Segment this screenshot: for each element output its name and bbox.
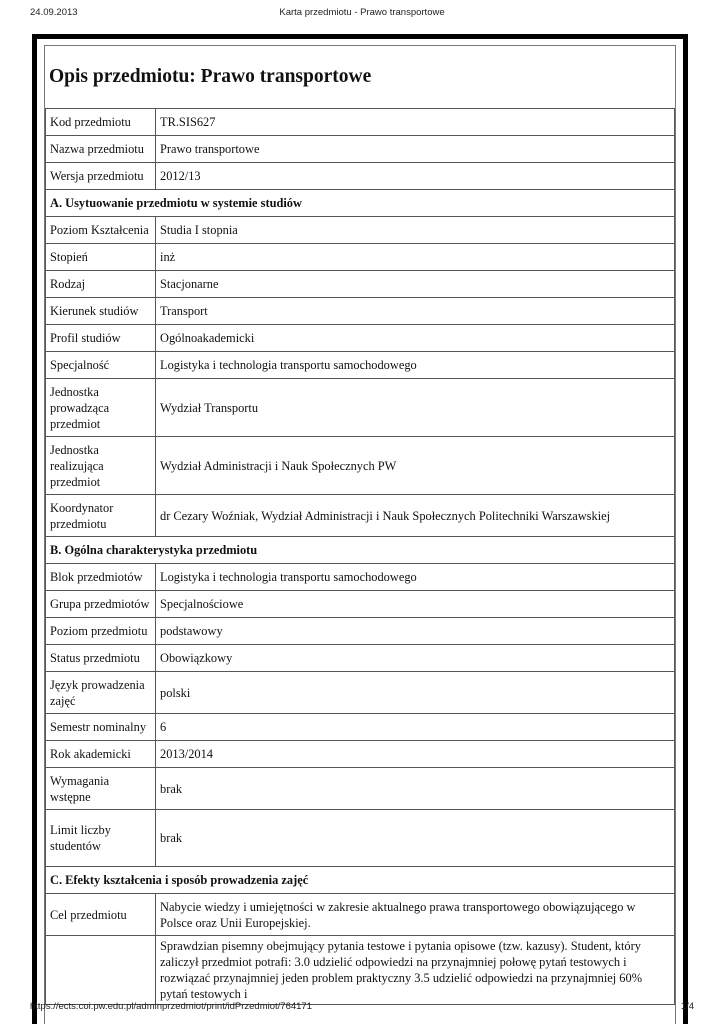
row-value: Nabycie wiedzy i umiejętności w zakresie aktualnego prawa transportowego obowiązującego w Polsce oraz Unii Europejskiej. <box>156 894 675 936</box>
print-date: 24.09.2013 <box>30 7 78 18</box>
row-label <box>46 936 156 1005</box>
row-label: Stopień <box>46 244 156 271</box>
row-label: Nazwa przedmiotu <box>46 136 156 163</box>
section-header-c <box>46 867 675 894</box>
row-label: Koordynator przedmiotu <box>46 495 156 537</box>
print-footer <box>0 1001 724 1015</box>
print-header <box>0 7 724 21</box>
page-title: Opis przedmiotu: Prawo transportowe <box>49 66 372 87</box>
row-value: TR.SIS627 <box>156 109 675 136</box>
row-value: polski <box>156 672 675 714</box>
print-page-title: Karta przedmiotu - Prawo transportowe <box>279 7 445 18</box>
table-row <box>46 325 675 352</box>
row-value: Transport <box>156 298 675 325</box>
row-label: Poziom przedmiotu <box>46 618 156 645</box>
table-row <box>46 109 675 136</box>
row-value: Logistyka i technologia transportu samochodowego <box>156 564 675 591</box>
table-row <box>46 591 675 618</box>
table-row <box>46 495 675 537</box>
table-row <box>46 352 675 379</box>
course-table <box>45 108 675 1005</box>
row-label: Profil studiów <box>46 325 156 352</box>
row-label: Kierunek studiów <box>46 298 156 325</box>
row-value: Sprawdzian pisemny obejmujący pytania testowe i pytania opisowe (tzw. kazusy). Student, który zaliczył przedmiot potrafi: 3.0 udzielić odpowiedzi na przynajmniej połowę pytań testowych i rozwiązać przynajmniej jeden problem praktyczny 3.5 udzielić odpowiedzi na przynajmniej 60% pytań testowych i <box>156 936 675 1005</box>
table-row <box>46 741 675 768</box>
section-title: C. Efekty kształcenia i sposób prowadzenia zajęć <box>46 867 675 894</box>
table-row <box>46 810 675 867</box>
table-row <box>46 379 675 437</box>
row-label: Blok przedmiotów <box>46 564 156 591</box>
row-label: Wersja przedmiotu <box>46 163 156 190</box>
row-label: Limit liczby studentów <box>46 810 156 867</box>
row-label: Jednostka prowadząca przedmiot <box>46 379 156 437</box>
row-value: dr Cezary Woźniak, Wydział Administracji i Nauk Społecznych Politechniki Warszawskiej <box>156 495 675 537</box>
section-title: A. Usytuowanie przedmiotu w systemie studiów <box>46 190 675 217</box>
row-label: Grupa przedmiotów <box>46 591 156 618</box>
row-label: Rok akademicki <box>46 741 156 768</box>
table-row <box>46 244 675 271</box>
row-value: Studia I stopnia <box>156 217 675 244</box>
table-row <box>46 894 675 936</box>
table-row <box>46 645 675 672</box>
row-value: Ogólnoakademicki <box>156 325 675 352</box>
row-value: Logistyka i technologia transportu samochodowego <box>156 352 675 379</box>
table-row <box>46 298 675 325</box>
document-frame <box>32 34 688 1024</box>
row-label: Cel przedmiotu <box>46 894 156 936</box>
section-title: B. Ogólna charakterystyka przedmiotu <box>46 537 675 564</box>
table-row <box>46 714 675 741</box>
table-row <box>46 618 675 645</box>
row-value: Wydział Transportu <box>156 379 675 437</box>
print-url: https://ects.coi.pw.edu.pl/adminprzedmiot/print/idPrzedmiot/764171 <box>30 1001 312 1012</box>
row-label: Język prowadzenia zajęć <box>46 672 156 714</box>
table-row <box>46 672 675 714</box>
row-label: Status przedmiotu <box>46 645 156 672</box>
table-row <box>46 136 675 163</box>
row-value: Stacjonarne <box>156 271 675 298</box>
row-label: Wymagania wstępne <box>46 768 156 810</box>
row-value: brak <box>156 810 675 867</box>
table-row <box>46 217 675 244</box>
row-label: Kod przedmiotu <box>46 109 156 136</box>
table-row <box>46 163 675 190</box>
row-label: Rodzaj <box>46 271 156 298</box>
section-header-b <box>46 537 675 564</box>
row-label: Specjalność <box>46 352 156 379</box>
section-header-a <box>46 190 675 217</box>
table-row <box>46 271 675 298</box>
page-number: 1/4 <box>680 1001 694 1012</box>
row-value: podstawowy <box>156 618 675 645</box>
table-row <box>46 936 675 1005</box>
row-value: Specjalnościowe <box>156 591 675 618</box>
row-value: Prawo transportowe <box>156 136 675 163</box>
row-value: 6 <box>156 714 675 741</box>
table-row <box>46 437 675 495</box>
row-value: Obowiązkowy <box>156 645 675 672</box>
document-body <box>44 45 676 1024</box>
row-label: Jednostka realizująca przedmiot <box>46 437 156 495</box>
table-row <box>46 768 675 810</box>
row-value: brak <box>156 768 675 810</box>
row-label: Semestr nominalny <box>46 714 156 741</box>
row-value: 2012/13 <box>156 163 675 190</box>
row-label: Poziom Kształcenia <box>46 217 156 244</box>
row-value: Wydział Administracji i Nauk Społecznych PW <box>156 437 675 495</box>
row-value: inż <box>156 244 675 271</box>
table-row <box>46 564 675 591</box>
row-value: 2013/2014 <box>156 741 675 768</box>
